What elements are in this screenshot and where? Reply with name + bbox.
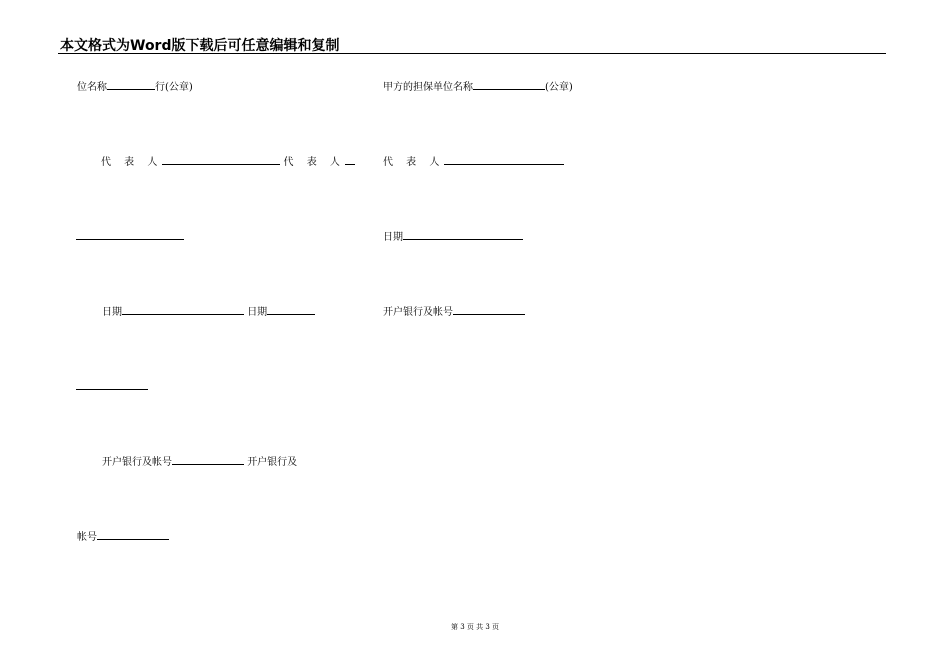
representative-label-2: 代 表 人 [283,157,345,168]
account-blank [97,529,169,540]
bank-row-right [383,304,525,320]
guarantor-label: 甲方的担保单位名称 [383,82,473,93]
date-blank-2-end [76,379,148,390]
document-header-title: 本文格式为Word版下载后可任意编辑和复制 [60,38,340,54]
representative-blank-2-end [76,229,184,240]
unit-name-row [77,79,193,95]
representative-blank-right [444,154,564,165]
representative-blank-1 [162,154,280,165]
unit-name-label: 位名称 [77,82,107,93]
unit-name-suffix: 行(公章) [155,82,193,93]
date-blank-1 [122,304,244,315]
date-row-left [102,304,315,320]
representative-blank-2-start [345,154,355,165]
guarantor-row [383,79,573,95]
date-blank-2 [267,304,315,315]
date-continuation-row [76,379,148,395]
unit-name-blank [107,79,155,90]
representative-label-right: 代 表 人 [383,157,445,168]
date-label-2: 日期 [247,307,268,318]
bank-blank-1 [172,454,244,465]
page-number-footer: 第 3 页 共 3 页 [450,623,500,631]
date-row-right [383,229,523,245]
account-row-left [77,529,169,545]
date-label-right: 日期 [383,232,403,243]
guarantor-blank [473,79,545,90]
bank-label-2: 开户银行及 [247,457,298,468]
bank-label-right: 开户银行及帐号 [383,307,453,318]
date-label-1: 日期 [102,307,122,318]
representative-row-right [383,154,564,170]
representative-row-left [101,154,355,170]
representative-continuation-row [76,229,184,245]
bank-row-left [102,454,297,470]
header-divider [58,53,886,54]
bank-label-1: 开户银行及帐号 [102,457,172,468]
guarantor-suffix: (公章) [545,82,573,93]
account-label: 帐号 [77,532,97,543]
representative-label-1: 代 表 人 [101,157,163,168]
date-blank-right [403,229,523,240]
bank-blank-right [453,304,525,315]
